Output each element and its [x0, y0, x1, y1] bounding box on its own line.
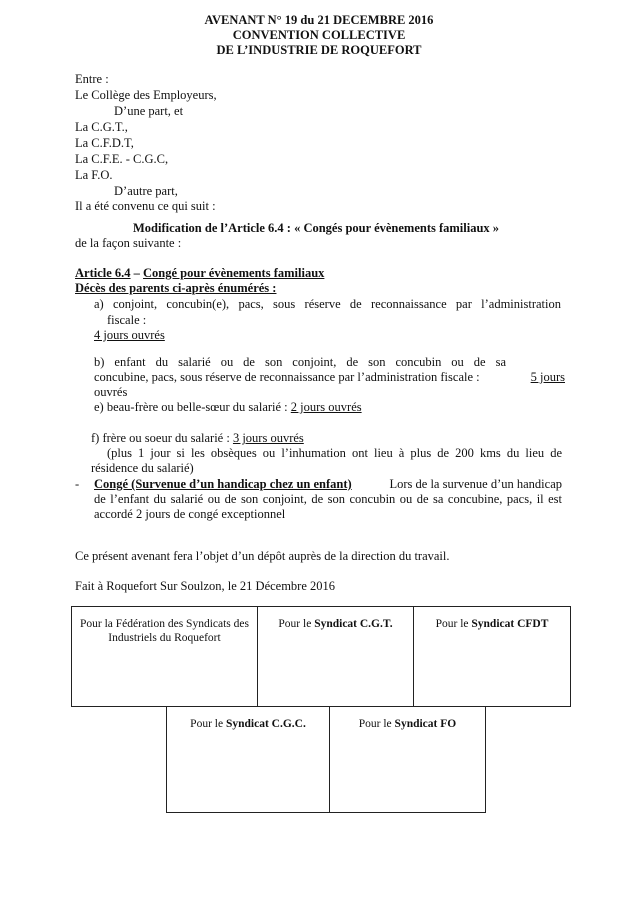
article-heading	[75, 266, 324, 281]
signature-cell-federation	[72, 607, 258, 706]
conge-title: Congé (Survenue d’un handicap chez un enfant)	[94, 477, 352, 491]
deces-heading: Décès des parents ci-après énumérés :	[75, 281, 277, 295]
item-f-days: 3 jours ouvrés	[232, 431, 304, 445]
item-f-note1: (plus 1 jour si les obsèques ou l’inhumation ont lieu à plus de 200 kms du lieu de	[107, 446, 562, 460]
document-subtitle: CONVENTION COLLECTIVE	[232, 28, 406, 42]
article-sep: –	[130, 266, 144, 280]
item-e	[94, 400, 362, 415]
conge-text: Lors de la survenue d’un handicap	[389, 477, 562, 491]
item-a-line1: a) conjoint, concubin(e), pacs, sous réserve de reconnaissance par l’administration	[94, 297, 561, 311]
signature-cell-cgt	[258, 607, 414, 706]
cfdt-text: La C.F.D.T,	[75, 136, 134, 150]
item-f	[91, 431, 304, 446]
syndicat-cgc: Syndicat C.G.C.	[225, 718, 306, 730]
cgt-text: La C.G.T.,	[75, 120, 128, 134]
federation-line2: Industriels du Roquefort	[108, 632, 221, 644]
federation-line1: Pour la Fédération des Syndicats des	[80, 618, 249, 630]
item-b-line2	[94, 370, 565, 385]
item-b-line3: ouvrés	[94, 385, 128, 399]
pour-le-cfdt: Pour le	[435, 618, 472, 630]
modification-sub: de la façon suivante :	[75, 236, 182, 250]
conge-line1	[94, 477, 562, 492]
syndicat-cfdt: Syndicat CFDT	[471, 618, 549, 630]
syndicat-fo: Syndicat FO	[394, 718, 457, 730]
signature-cell-fo	[330, 707, 485, 812]
document-title: AVENANT N° 19 du 21 DECEMBRE 2016	[204, 13, 434, 27]
convenu-text: Il a été convenu ce qui suit :	[75, 199, 216, 213]
item-e-days: 2 jours ouvrés	[290, 400, 362, 414]
document-subtitle-2: DE L’INDUSTRIE DE ROQUEFORT	[216, 43, 422, 57]
item-e-text: e) beau-frère ou belle-sœur du salarié :	[94, 400, 291, 414]
item-b-line1: b) enfant du salarié ou de son conjoint, de son concubin ou de sa	[94, 355, 506, 369]
item-a-days: 4 jours ouvrés	[94, 328, 165, 342]
depot-text: Ce présent avenant fera l’objet d’un dépôt auprès de la direction du travail.	[75, 549, 450, 563]
pour-le-fo: Pour le	[358, 718, 395, 730]
conge-line2: de l’enfant du salarié ou de son conjoint, de son concubin ou de sa concubine, pacs, il est	[94, 492, 562, 506]
article-label: Article 6.4	[75, 266, 131, 280]
cfe-text: La C.F.E. - C.G.C,	[75, 152, 169, 166]
item-f-text: f) frère ou soeur du salarié :	[91, 431, 233, 445]
signature-row-2	[166, 706, 486, 813]
conge-line3: accordé 2 jours de congé exceptionnel	[94, 507, 286, 521]
syndicat-cgt: Syndicat C.G.T.	[314, 618, 393, 630]
item-f-note2: résidence du salarié)	[91, 461, 194, 475]
item-b-text: concubine, pacs, sous réserve de reconnaissance par l’administration fiscale :	[94, 370, 480, 384]
conge-dash: -	[75, 477, 80, 491]
item-b-days: 5 jours	[530, 370, 565, 384]
pour-le-cgc: Pour le	[190, 718, 226, 730]
fo-text: La F.O.	[75, 168, 113, 182]
dune-part-text: D’une part, et	[114, 104, 184, 118]
signature-cell-cfdt	[414, 607, 570, 706]
modification-title: Modification de l’Article 6.4 : « Congés pour évènements familiaux »	[133, 221, 500, 235]
article-title: Congé pour évènements familiaux	[143, 266, 325, 280]
entre-text: Entre :	[75, 72, 109, 86]
dautre-part-text: D’autre part,	[114, 184, 178, 198]
item-a-line2: fiscale :	[107, 313, 147, 327]
college-text: Le Collège des Employeurs,	[75, 88, 217, 102]
fait-text: Fait à Roquefort Sur Soulzon, le 21 Décembre 2016	[75, 579, 336, 593]
signature-cell-cgc	[167, 707, 330, 812]
signature-row-1	[71, 606, 571, 707]
pour-le-cgt: Pour le	[278, 618, 315, 630]
